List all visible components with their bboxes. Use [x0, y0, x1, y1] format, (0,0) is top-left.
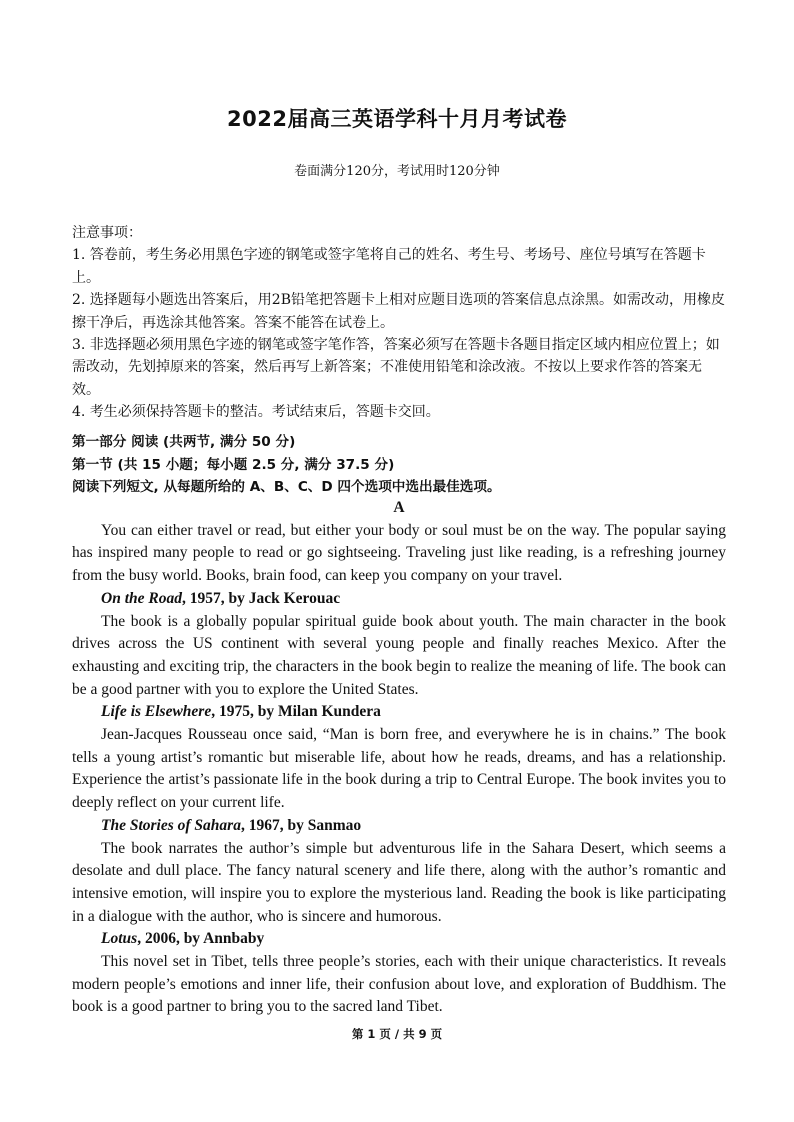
book-meta: , 1967, by Sanmao [240, 816, 362, 834]
book-title: Life is Elsewhere [101, 703, 212, 721]
section-instruction: 阅读下列短文, 从每题所给的 A、B、C、D 四个选项中选出最佳选项。 [72, 479, 501, 496]
book-meta: , 2006, by Annbaby [137, 930, 265, 948]
passage-label: A [393, 499, 405, 516]
notes-heading: 注意事项： [72, 225, 142, 241]
notes-item: 4. 考生必须保持答题卡的整洁。考试结束后，答题卡交回。 [72, 404, 440, 421]
passage-intro: You can either travel or read, but either your body or soul must be on the way. The popular saying has inspired many people to read or go sightseeing. Traveling just like reading, is a refreshing journey from the busy world. Books, brain food, can keep you company on your travel. [72, 521, 726, 585]
page-footer: 第 1 页 / 共 9 页 [351, 1027, 443, 1041]
book-title: The Stories of Sahara [101, 816, 241, 834]
book-heading [72, 701, 726, 724]
notes-item: 1. 答卷前，考生务必用黑色字迹的钢笔或签字笔将自己的姓名、考生号、考场号、座位号填写在答题卡上。 [72, 247, 706, 286]
book-description: The book narrates the author’s simple but adventurous life in the Sahara Desert, which seems a desolate and dull place. The fancy natural scenery and life there, along with the author’s romantic and intensive emotion, will inspire you to explore the mysterious land. Reading the book is like participating in a dialogue with the author, who is sincere and humorous. [72, 839, 726, 925]
notes-item: 2. 选择题每小题选出答案后，用2B铅笔把答题卡上相对应题目选项的答案信息点涂黑。如需改动，用橡皮擦干净后，再选涂其他答案。答案不能答在试卷上。 [72, 292, 726, 331]
exam-subtitle: 卷面满分120分，考试用时120分钟 [294, 164, 500, 179]
part-heading: 第一部分 阅读 (共两节, 满分 50 分) [72, 434, 296, 450]
book-heading [72, 588, 726, 611]
notes-item: 3. 非选择题必须用黑色字迹的钢笔或签字笔作答，答案必须写在答题卡各题目指定区域内相应位置上；如需改动，先划掉原来的答案，然后再写上新答案；不准使用铅笔和涂改液。不按以上要求作答的答案无效。 [72, 337, 720, 398]
book-description: The book is a globally popular spiritual guide book about youth. The main character in the book drives across the US continent with several young people and finally reaches Mexico. After the exhausting and exciting trip, the characters in the book begin to realize the meaning of life. The book can be a good partner with you to explore the United States. [72, 612, 726, 698]
notes-block [72, 222, 726, 424]
book-meta: , 1957, by Jack Kerouac [181, 589, 341, 607]
book-heading [72, 815, 726, 838]
book-title: Lotus [101, 930, 138, 948]
book-heading [72, 928, 726, 951]
subsection-heading: 第一节 (共 15 小题；每小题 2.5 分, 满分 37.5 分) [72, 456, 395, 473]
section-header [72, 431, 726, 499]
exam-title: 2022届高三英语学科十月月考试卷 [227, 107, 567, 131]
book-title: On the Road [101, 589, 182, 607]
book-description: This novel set in Tibet, tells three people’s stories, each with their unique characteristics. It reveals modern people’s emotions and inner life, their confusion about love, and exploration of Buddhism. The book is a good partner to bring you to the sacred land Tibet. [72, 953, 726, 1016]
book-meta: , 1975, by Milan Kundera [211, 703, 381, 721]
book-description: Jean-Jacques Rousseau once said, “Man is born free, and everywhere he is in chains.” The book tells a young artist’s romantic but miserable life, about how he reads, dreams, and has a relationship. Experience the artist’s passionate life in the book during a trip to Central Europe. The book invites you to deeply reflect on your current life. [72, 726, 726, 812]
passage-a [72, 497, 726, 1019]
